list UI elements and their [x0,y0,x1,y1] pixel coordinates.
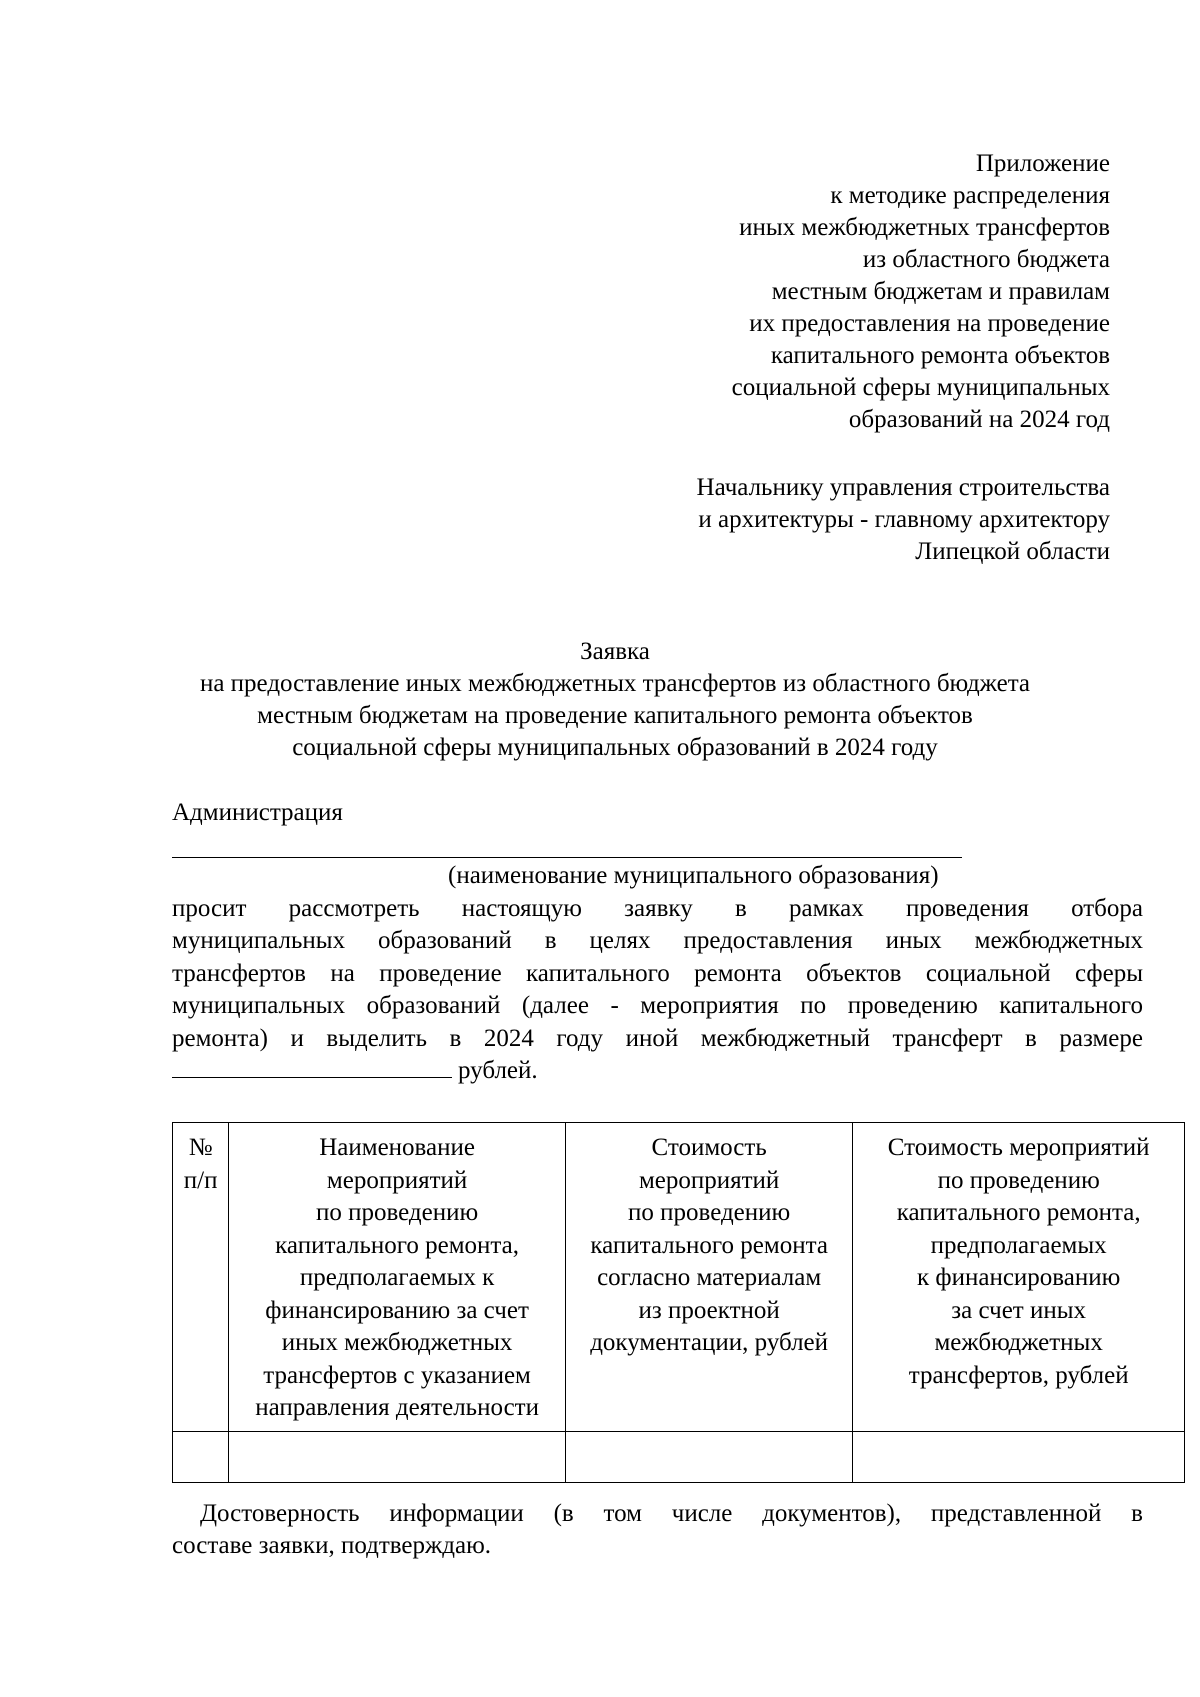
request-paragraph [172,893,1143,1055]
paragraph-line: муниципальных образований в целях предоставления иных межбюджетных [172,927,1143,955]
amount-line [172,1055,538,1087]
header-line: из проектной [638,1296,780,1324]
header-activity-name [229,1123,566,1432]
header-line: по проведению [937,1166,1100,1194]
header-number [173,1123,229,1432]
annex-line: их предоставления на проведение [749,310,1110,337]
paragraph-line: муниципальных образований (далее - мероприятия по проведению капитального [172,992,1143,1020]
header-transfer-cost [853,1123,1185,1432]
header-line: капитального ремонта, [275,1231,520,1259]
header-line: за счет иных [951,1296,1087,1324]
header-project-cost [565,1123,852,1432]
title-line: Заявка [580,638,650,665]
header-line: предполагаемых [930,1231,1107,1259]
amount-field[interactable] [172,1055,452,1078]
annex-header [732,148,1110,436]
annex-line: социальной сферы муниципальных [731,374,1110,401]
annex-line: к методике распределения [830,182,1110,209]
header-line: Стоимость [651,1134,767,1161]
annex-line: из областного бюджета [862,246,1110,273]
table-header-row [173,1123,1185,1432]
header-line: п/п [183,1166,218,1194]
header-line: согласно материалам [597,1264,822,1291]
addressee-line: и архитектуры - главному архитектору [698,506,1110,533]
table-row [173,1431,1185,1482]
amount-unit: рублей. [458,1057,538,1084]
title-line: социальной сферы муниципальных образований в 2024 году [292,734,938,761]
annex-line: иных межбюджетных трансфертов [739,214,1110,241]
header-line: направления деятельности [255,1394,539,1421]
table-cell[interactable] [229,1431,566,1482]
header-line: мероприятий [638,1166,780,1194]
header-line: мероприятий [326,1166,468,1194]
municipality-name-field[interactable] [172,857,962,858]
header-line: документации, рублей [590,1329,829,1356]
header-line: трансфертов, рублей [908,1361,1129,1389]
annex-line: образований на 2024 год [848,406,1110,433]
header-line: капитального ремонта [590,1231,828,1259]
header-line: Стоимость мероприятий [887,1134,1150,1161]
addressee-block [697,472,1110,568]
confirmation-line: составе заявки, подтверждаю. [172,1532,492,1560]
header-line: № [188,1134,213,1161]
header-line: Наименование [319,1134,475,1161]
municipality-name-caption: (наименование муниципального образования) [448,862,939,889]
table-cell[interactable] [853,1431,1185,1482]
header-line: по проведению [628,1199,791,1226]
administration-label: Администрация [172,799,343,826]
activities-table [172,1122,1185,1483]
header-line: по проведению [316,1199,479,1226]
header-line: межбюджетных [934,1329,1103,1356]
confirmation-statement [172,1498,1143,1563]
header-line: финансированию за счет [265,1296,529,1324]
addressee-line: Липецкой области [915,538,1110,565]
paragraph-line: просит рассмотреть настоящую заявку в рамках проведения отбора [172,895,1143,922]
paragraph-line: трансфертов на проведение капитального ремонта объектов социальной сферы [172,959,1143,987]
title-line: на предоставление иных межбюджетных трансфертов из областного бюджета [199,670,1031,697]
table-cell[interactable] [173,1431,229,1482]
title-line: местным бюджетам на проведение капитального ремонта объектов [257,702,973,729]
annex-line: Приложение [975,150,1110,177]
addressee-line: Начальнику управления строительства [696,474,1110,501]
paragraph-line: ремонта) и выделить в 2024 году иной межбюджетный трансферт в размере [172,1024,1143,1052]
header-line: предполагаемых к [299,1264,495,1291]
confirmation-line: Достоверность информации (в том числе документов), представленной в [200,1500,1143,1527]
document-title [150,636,1080,764]
header-line: к финансированию [917,1264,1121,1291]
annex-line: капитального ремонта объектов [770,342,1110,369]
header-line: иных межбюджетных [281,1329,513,1356]
annex-line: местным бюджетам и правилам [771,278,1110,305]
header-line: капитального ремонта, [896,1199,1141,1226]
header-line: трансфертов с указанием [263,1361,531,1389]
table-cell[interactable] [565,1431,852,1482]
